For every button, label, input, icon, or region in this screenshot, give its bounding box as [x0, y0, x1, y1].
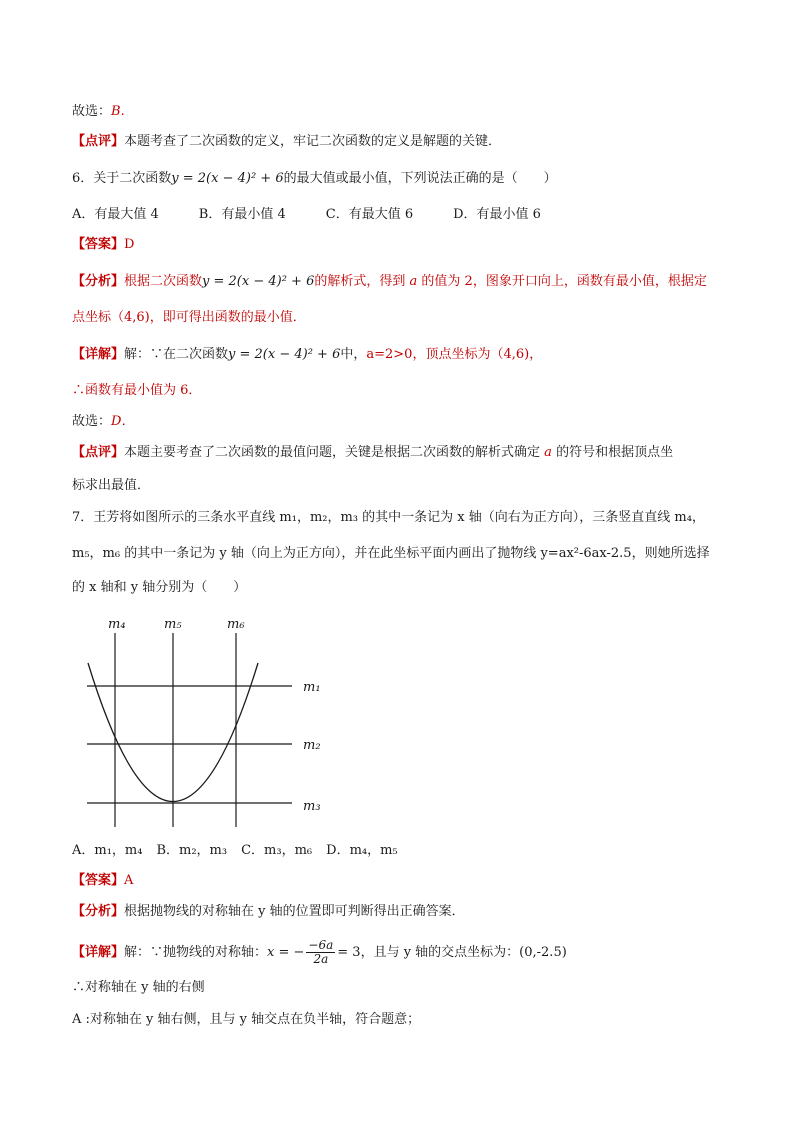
q6-analysis-a: 根据二次函数	[124, 274, 203, 289]
q6-stem	[72, 171, 557, 187]
q6-analysis-1	[72, 274, 707, 290]
label-m6: m₆	[227, 617, 245, 632]
q7-fraction-denominator: 2a	[313, 952, 329, 966]
q6-detail-formula: y = 2(x − 4)² + 6	[228, 347, 341, 362]
q6-detail-2	[72, 383, 201, 399]
q6-detail-b: 中，	[340, 347, 367, 362]
q6-comment-c: 标求出最值．	[72, 478, 151, 493]
q7-detail-lhs: x = −	[267, 945, 305, 960]
q7-stem-3	[72, 580, 246, 596]
q7-detail-1	[72, 938, 567, 968]
q6-choose-value: D．	[111, 414, 135, 429]
label-m5: m₅	[164, 617, 182, 632]
q6-analysis-tag: 【分析】	[72, 274, 125, 289]
q7-detail-c: ∴对称轴在 y 轴的右侧	[72, 980, 205, 995]
q6-option-b: B．有最小值 4	[198, 207, 286, 222]
q7-option-d: D．m₄，m₅	[326, 843, 398, 858]
q6-comment-a: 本题主要考查了二次函数的最值问题，关键是根据二次函数的解析式确定	[124, 445, 541, 460]
q7-detail-a: 解：∵抛物线的对称轴：	[124, 945, 268, 960]
q7-answer-tag: 【答案】	[72, 873, 125, 888]
q6-analysis-var: a	[409, 274, 418, 289]
q6-comment-2	[72, 478, 150, 494]
q6-analysis-c: 的值为 2，图象开口向上，函数有最小值，根据定	[421, 274, 707, 289]
q6-detail-d: ∴函数有最小值为 6．	[72, 383, 202, 398]
q6-answer-value: D	[124, 237, 135, 252]
q6-comment-1	[72, 445, 673, 461]
q7-detail-fraction	[306, 939, 335, 966]
q7-detail-3	[72, 1012, 420, 1028]
q7-stem-1-text: 7．王芳将如图所示的三条水平直线 m₁，m₂，m₃ 的其中一条记为 x 轴（向右为正方向），三条竖直直线 m₄，	[72, 510, 705, 525]
q6-comment-var: a	[544, 445, 552, 460]
q7-detail-point: (0,-2.5)	[519, 945, 567, 960]
prev-answer-line	[72, 104, 125, 120]
q7-analysis	[72, 904, 465, 920]
q6-choose	[72, 414, 134, 430]
q6-analysis-formula: y = 2(x − 4)² + 6	[202, 274, 315, 289]
q6-stem-b: 的最大值或最小值，下列说法正确的是（ ）	[283, 171, 557, 186]
q6-analysis-d: 点坐标（4,6)，即可得出函数的最小值．	[72, 310, 306, 325]
q7-stem-2-text: m₅，m₆ 的其中一条记为 y 轴（向上为正方向），并在此坐标平面内画出了抛物线 y=ax²-6ax-2.5，则她所选择	[72, 546, 710, 561]
q7-detail-b: ，且与 y 轴的交点坐标为：	[360, 945, 520, 960]
prev-comment-text: 本题考查了二次函数的定义，牢记二次函数的定义是解题的关键．	[124, 134, 502, 149]
q7-fraction-numerator: −6a	[308, 938, 334, 952]
q7-answer	[72, 873, 133, 889]
q6-answer	[72, 237, 134, 253]
q6-analysis-2	[72, 310, 306, 326]
q7-options	[72, 843, 418, 859]
label-m3: m₃	[303, 799, 321, 814]
q6-detail-tag: 【详解】	[72, 347, 125, 362]
q7-stem-1	[72, 510, 705, 526]
q7-answer-value: A	[124, 873, 134, 888]
q6-detail-1	[72, 347, 542, 363]
q7-option-a: A．m₁，m₄	[72, 843, 143, 858]
q6-options	[72, 207, 561, 223]
q7-stem-2	[72, 546, 710, 562]
q7-detail-d: A :对称轴在 y 轴右侧，且与 y 轴交点在负半轴，符合题意；	[72, 1012, 421, 1027]
q7-detail-rhs: = 3	[337, 945, 361, 960]
q6-detail-a: 解：∵在二次函数	[124, 347, 229, 362]
q6-formula: y = 2(x − 4)² + 6	[171, 171, 284, 186]
prev-answer-prefix: 故选：	[72, 104, 112, 119]
q6-option-c: C．有最大值 6	[325, 207, 414, 222]
q6-comment-b: 的符号和根据顶点坐	[556, 445, 674, 460]
q7-detail-tag: 【详解】	[72, 945, 125, 960]
prev-comment-line	[72, 134, 501, 150]
q6-option-a: A．有最大值 4	[72, 207, 159, 222]
label-m2: m₂	[303, 738, 321, 753]
q6-comment-tag: 【点评】	[72, 445, 125, 460]
q6-option-d: D．有最小值 6	[453, 207, 541, 222]
q6-stem-a: 6．关于二次函数	[72, 171, 172, 186]
q7-analysis-tag: 【分析】	[72, 904, 125, 919]
prev-comment-tag: 【点评】	[72, 134, 125, 149]
q6-answer-tag: 【答案】	[72, 237, 125, 252]
label-m4: m₄	[108, 617, 126, 632]
q7-analysis-text: 根据抛物线的对称轴在 y 轴的位置即可判断得出正确答案．	[124, 904, 465, 919]
q7-option-b: B．m₂，m₃	[156, 843, 228, 858]
q7-stem-3-text: 的 x 轴和 y 轴分别为（ ）	[72, 580, 247, 595]
q7-figure	[70, 610, 340, 835]
q6-choose-prefix: 故选：	[72, 414, 112, 429]
q6-analysis-b: 的解析式，得到	[314, 274, 406, 289]
label-m1: m₁	[303, 680, 321, 695]
q6-detail-c: a=2>0，顶点坐标为（4,6)，	[366, 347, 543, 362]
prev-answer-value: B.	[111, 104, 125, 119]
q7-option-c: C．m₃，m₆	[241, 843, 313, 858]
q7-detail-2	[72, 980, 205, 996]
